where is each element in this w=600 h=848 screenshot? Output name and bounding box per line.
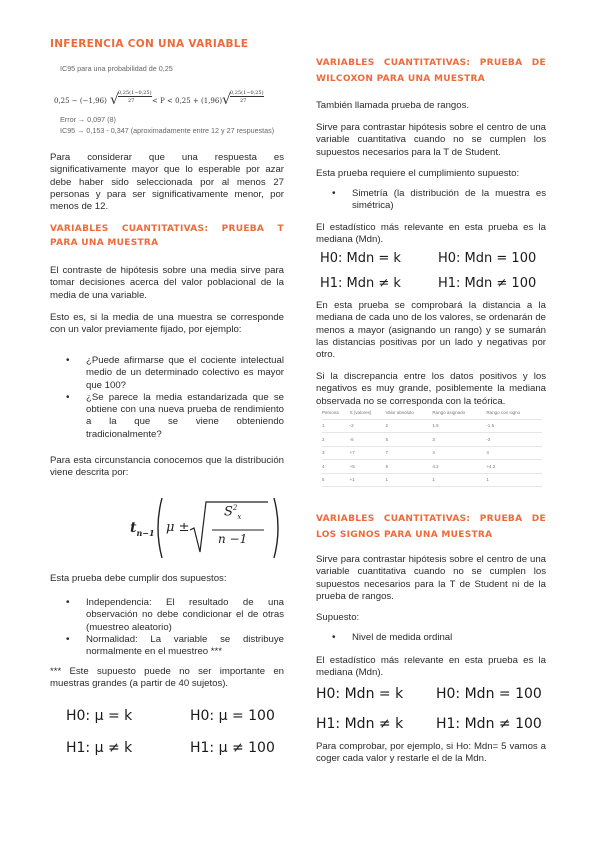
paragraph-discrepancia: Si la discrepancia entre los datos positivos y los negativos es muy grande, posiblemente la mediana observada no se corresponda con la teórica. bbox=[316, 371, 546, 407]
ordinal-list bbox=[316, 632, 546, 644]
t-formula bbox=[130, 490, 280, 562]
ic-result: IC95 → 0,153 - 0,347 (aproximadamente entre 12 y 27 respuestas) bbox=[60, 126, 275, 135]
sqrt-icon: √ bbox=[222, 92, 231, 108]
formula-den-1: 27 bbox=[128, 98, 135, 104]
hypothesis-h0-mdn-100: H0: Mdn = 100 bbox=[438, 251, 537, 266]
paragraph-sirve-signos: Sirve para contrastar hipótesis sobre el centro de una variable cuantitativa cuando no se cumplen los supuestos necesarios para la T de Student ni de la prueba de rangos. bbox=[316, 554, 546, 602]
hypothesis-h0-mdn-k: H0: Mdn = k bbox=[320, 251, 401, 266]
table-header: Rango con signo bbox=[486, 406, 542, 419]
ic-intro: IC95 para una probabilidad de 0,25 bbox=[60, 64, 173, 73]
formula-den-2: 27 bbox=[240, 98, 247, 104]
table-row bbox=[322, 446, 542, 460]
formula-s: $S^2_x$ bbox=[224, 504, 242, 521]
table-cell: 1 bbox=[385, 473, 432, 487]
table-cell: +1 bbox=[350, 473, 386, 487]
hypothesis-h1-mdn-k-2: H1: Mdn ≠ k bbox=[316, 716, 404, 732]
paragraph-supuestos: Esta prueba debe cumplir dos supuestos: bbox=[50, 573, 227, 584]
formula-frac-1: 0,25(1−0,25) bbox=[118, 90, 152, 96]
table-row bbox=[322, 460, 542, 474]
formula-t: $t_{n-1}$ bbox=[130, 520, 155, 538]
table-header-row bbox=[322, 406, 542, 419]
table-cell: 2 bbox=[385, 419, 432, 433]
formula-mu: μ ± bbox=[166, 520, 190, 535]
list-item: • Nivel de medida ordinal bbox=[332, 632, 546, 644]
table-cell: 2 bbox=[322, 433, 350, 447]
section-title-wilcoxon: VARIABLES CUANTITATIVAS: PRUEBA DE WILCOXON PARA UNA MUESTRA bbox=[316, 58, 546, 84]
formula-n: n −1 bbox=[218, 532, 248, 546]
table-cell: 1.5 bbox=[432, 419, 486, 433]
table-cell: 1 bbox=[432, 473, 486, 487]
paragraph-nota: *** Este supuesto puede no ser importante en muestras grandes (a partir de 40 sujetos). bbox=[50, 666, 284, 690]
table-header: X (valores) bbox=[350, 406, 386, 419]
examples-list bbox=[50, 355, 284, 441]
table-row bbox=[322, 433, 542, 447]
paragraph-sirve: Sirve para contrastar hipótesis sobre el centro de una variable cuantitativa cuando no se cumplen los supuestos necesarios para la T de Student. bbox=[316, 122, 546, 158]
list-item: • Independencia: El resultado de una observación no debe condicionar el de otras (muestreo aleatorio) bbox=[66, 597, 284, 634]
table-cell: 3 bbox=[322, 446, 350, 460]
table-cell: -3 bbox=[486, 433, 542, 447]
table-header: Valor absoluto bbox=[385, 406, 432, 419]
paragraph-supuesto: Supuesto: bbox=[316, 612, 360, 623]
formula-lhs: 0,25 − (−1,96) bbox=[54, 97, 107, 105]
table-cell: +5 bbox=[350, 460, 386, 474]
list-item: • ¿Se parece la media estandarizada que se obtiene con una nueva prueba de rendimiento a la que se viene obteniendo tradicionalmente? bbox=[66, 392, 284, 441]
hypothesis-h0-100: H0: μ = 100 bbox=[190, 708, 275, 724]
table-cell: +7 bbox=[350, 446, 386, 460]
paragraph-esto-es: Esto es, si la media de una muestra se corresponde con un valor previamente fijado, por ejemplo: bbox=[50, 312, 284, 336]
list-item: • Normalidad: La variable se distribuye normalmente en el muestreo *** bbox=[66, 634, 284, 659]
table-cell: 4 bbox=[486, 446, 542, 460]
paragraph-estadistico: El estadístico más relevante en esta prueba es la mediana (Mdn). bbox=[316, 222, 546, 246]
table-cell: 4 bbox=[432, 446, 486, 460]
section-title-signos: VARIABLES CUANTITATIVAS: PRUEBA DE LOS SIGNOS PARA UNA MUESTRA bbox=[316, 514, 546, 540]
list-item: • ¿Puede afirmarse que el cociente intelectual medio de un determinado colectivo es mayor que 100? bbox=[66, 355, 284, 392]
section-title-t: VARIABLES CUANTITATIVAS: PRUEBA T PARA UNA MUESTRA bbox=[50, 224, 284, 248]
paragraph-requiere: Esta prueba requiere el cumplimiento supuesto: bbox=[316, 168, 520, 179]
paragraph-rangos: También llamada prueba de rangos. bbox=[316, 100, 470, 111]
formula-mid: < P < 0,25 + (1,96) bbox=[152, 97, 223, 105]
hypothesis-h1-mdn-100: H1: Mdn ≠ 100 bbox=[438, 276, 537, 291]
paragraph-distancia: En esta prueba se comprobará la distancia a la mediana de cada uno de los valores, se ordenarán de menos a mayor (asignando un rango) y se sumarán las distancias positivas por un lado y negativas por otro. bbox=[316, 300, 546, 361]
table-cell: -5 bbox=[350, 433, 386, 447]
ranks-table bbox=[322, 406, 542, 487]
table-cell: 4 bbox=[322, 460, 350, 474]
table-cell: 4.2 bbox=[432, 460, 486, 474]
table-cell: 5 bbox=[322, 473, 350, 487]
table-cell: +4.2 bbox=[486, 460, 542, 474]
table-cell: -1.5 bbox=[486, 419, 542, 433]
hypothesis-h1-k: H1: μ ≠ k bbox=[66, 740, 133, 756]
list-item: • Simetría (la distribución de la muestra es simétrica) bbox=[332, 188, 546, 213]
table-cell: -2 bbox=[350, 419, 386, 433]
hypothesis-h0-k: H0: μ = k bbox=[66, 708, 133, 724]
table-cell: 7 bbox=[385, 446, 432, 460]
hypothesis-h0-mdn-100-2: H0: Mdn = 100 bbox=[436, 686, 542, 702]
page-title: INFERENCIA CON UNA VARIABLE bbox=[50, 38, 249, 50]
hypothesis-h0-mdn-k-2: H0: Mdn = k bbox=[316, 686, 404, 702]
table-row bbox=[322, 419, 542, 433]
hypothesis-h1-mdn-k: H1: Mdn ≠ k bbox=[320, 276, 401, 291]
table-cell: 1 bbox=[322, 419, 350, 433]
error-line: Error → 0,097 (8) bbox=[60, 115, 116, 124]
paragraph-azar: Para considerar que una respuesta es significativamente mayor que lo esperable por azar debe haber sido seleccionada por al menos 27 personas y para ser significativamente menor, por menos de 12. bbox=[50, 152, 284, 213]
table-header: Persona bbox=[322, 406, 350, 419]
table-cell: 3 bbox=[432, 433, 486, 447]
paragraph-comprobar: Para comprobar, por ejemplo, si Ho: Mdn= 5 vamos a coger cada valor y restarle el de la Mdn. bbox=[316, 741, 546, 765]
paragraph-distribucion: Para esta circunstancia conocemos que la distribución viene descrita por: bbox=[50, 455, 284, 479]
paragraph-estadistico-2: El estadístico más relevante en esta prueba es la mediana (Mdn). bbox=[316, 655, 546, 679]
hypothesis-h1-mdn-100-2: H1: Mdn ≠ 100 bbox=[436, 716, 542, 732]
table-cell: 1 bbox=[486, 473, 542, 487]
table-header: Rango asignado bbox=[432, 406, 486, 419]
table-cell: 5 bbox=[385, 433, 432, 447]
table-row bbox=[322, 473, 542, 487]
formula-frac-2: 0,25(1−0,25) bbox=[230, 90, 264, 96]
hypothesis-h1-100: H1: μ ≠ 100 bbox=[190, 740, 275, 756]
sqrt-icon: √ bbox=[110, 92, 119, 108]
simetria-list bbox=[316, 188, 546, 213]
ic-formula bbox=[54, 90, 294, 112]
table-cell: 5 bbox=[385, 460, 432, 474]
paragraph-contraste: El contraste de hipótesis sobre una media sirve para tomar decisiones acerca del valor poblacional de la media de una variable. bbox=[50, 265, 284, 301]
assumptions-list bbox=[50, 597, 284, 658]
